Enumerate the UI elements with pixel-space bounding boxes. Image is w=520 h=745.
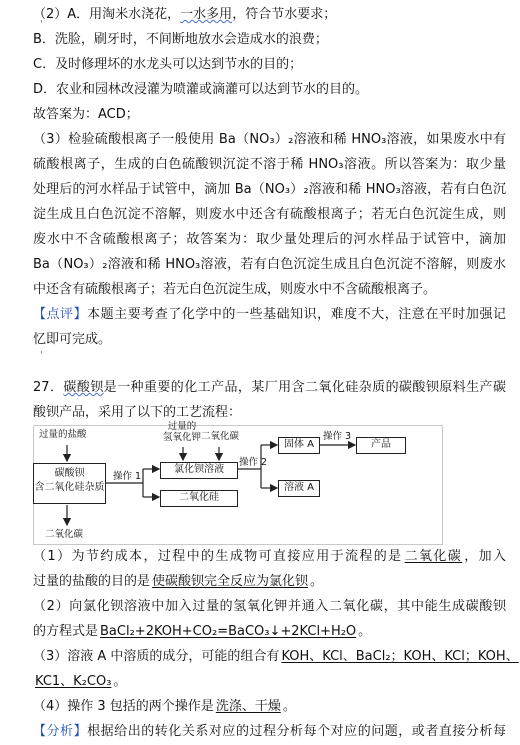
text-segment: 的方程式是 xyxy=(33,624,99,639)
reagent-koh-label xyxy=(163,421,201,443)
operation-3-label: 操作 3 xyxy=(323,431,352,442)
analysis-line xyxy=(33,723,506,741)
text-segment: ，符合节水要求； xyxy=(232,7,337,22)
text-segment: 是一种重要的化工产品，某厂用含二氧化硅杂质的碳酸钡原料生产碳 xyxy=(103,380,506,395)
answer-line-2b: B．洗脸，刷牙时，不间断地放水会造成水的浪费； xyxy=(33,32,328,47)
text-segment: 本题主要考查了化学中的一些基础知识，难度不大，注意在平时加强记 xyxy=(87,307,506,322)
text-segment: （3）溶液 A 中溶质的成分，可能的组合有 xyxy=(33,649,280,664)
text-segment: （1）为节约成本，过程中的生成物可直接应用于流程的是 xyxy=(33,549,403,564)
raw-material-box xyxy=(33,463,106,504)
question-27-line-2: 酸钡产品，采用了以下的工艺流程： xyxy=(33,405,242,420)
operation-2-label: 操作 2 xyxy=(239,457,268,468)
answer-1-line-2 xyxy=(33,573,323,591)
corner-tick: ' xyxy=(40,19,43,30)
bacl2-solution-box: 氯化钡溶液 xyxy=(160,462,238,479)
answer-1-line-1 xyxy=(33,548,506,566)
text-segment: 。 xyxy=(310,574,324,589)
question-27-line-1 xyxy=(33,379,506,397)
text-segment: （4）操作 3 包括的两个操作是 xyxy=(33,699,214,714)
text-segment: 。 xyxy=(282,699,296,714)
text-segment: 根据给出的转化关系对应的过程分析每个对应的问题，或者直接分析每 xyxy=(87,724,506,739)
para3-line-4: 淀生成且白色沉淀不溶解，则废水中还含有硫酸根离子；若无白色沉淀生成，则 xyxy=(33,207,506,222)
para3-line-3: 处理后的河水样品于试管中，滴加 Ba（NO₃）₂溶液和稀 HNO₃溶液，若有白色沉 xyxy=(33,182,506,197)
comment-line-2: 忆即可完成。 xyxy=(33,332,112,347)
comment-line-1 xyxy=(33,306,506,324)
para3-line-2: 硫酸根离子，生成的白色硫酸钡沉淀不溶于稀 HNO₃溶液。所以答案为：取少量 xyxy=(33,157,506,172)
fill-in-answer: BaCl₂+2KOH+CO₂=BaCO₃↓+2KCl+H₂O xyxy=(100,624,357,639)
wavy-underlined-text: 一水多用 xyxy=(180,7,233,22)
fill-in-answer: KC1、K₂CO₃ xyxy=(35,674,112,689)
answer-line-2c: C．及时修理坏的水龙头可以达到节水的目的； xyxy=(33,57,303,72)
text-segment: 。 xyxy=(358,624,372,639)
raw-material-line-1: 碳酸钡 xyxy=(54,468,85,479)
solid-a-box: 固体 A xyxy=(278,437,320,454)
fill-in-answer: 洗涤、干燥 xyxy=(215,699,281,714)
fill-in-answer: 二氧化碳 xyxy=(404,549,463,564)
operation-1-label: 操作 1 xyxy=(113,471,142,482)
para3-line-5: 废水中不含硫酸根离子；故答案为：取少量处理后的河水样品于试管中，滴加 xyxy=(33,232,506,247)
wavy-underlined-text: 碳酸钡 xyxy=(63,380,104,395)
answer-3-line-1 xyxy=(33,648,520,666)
text-segment: ，加入 xyxy=(464,549,506,564)
sio2-box: 二氧化硅 xyxy=(160,490,238,507)
para3-line-1: （3）检验硫酸根离子一般使用 Ba（NO₃）₂溶液和稀 HNO₃溶液，如果废水中有 xyxy=(33,132,506,147)
reagent-koh-line-1: 过量的 xyxy=(167,421,197,432)
byproduct-co2-label: 二氧化碳 xyxy=(45,529,84,540)
text-segment: （2）A．用淘米水浇花， xyxy=(33,7,181,22)
answer-2-line-1: （2）向氯化钡溶液中加入过量的氢氧化钾并通入二氧化碳，其中能生成碳酸钡 xyxy=(33,599,506,614)
text-segment: 过量的盐酸的目的是 xyxy=(33,574,151,589)
reagent-hcl-label: 过量的盐酸 xyxy=(39,429,87,440)
fill-in-answer: 使碳酸钡完全反应为氯化钡 xyxy=(152,574,309,589)
analysis-tag: 【分析】 xyxy=(33,724,88,739)
answer-line-2a xyxy=(33,6,336,24)
answer-line-2d: D．农业和园林改浸灌为喷灌或滴灌可以达到节水的目的。 xyxy=(33,82,369,97)
answer-3-line-2 xyxy=(33,673,126,691)
question-number: 27． xyxy=(33,380,64,395)
solution-a-box: 溶液 A xyxy=(278,480,320,497)
answer-2-line-2 xyxy=(33,623,371,641)
reagent-koh-line-2: 氢氧化钾 xyxy=(163,432,202,443)
raw-material-line-2: 含二氧化硅杂质 xyxy=(34,482,105,493)
corner-tick: ' xyxy=(40,350,43,361)
process-flow-diagram xyxy=(33,421,443,550)
comment-tag: 【点评】 xyxy=(33,307,88,322)
reagent-co2-label: 二氧化碳 xyxy=(201,431,240,442)
text-segment: 。 xyxy=(113,674,127,689)
para3-line-7: 中还含有硫酸根离子；若无白色沉淀生成，则废水中不含硫酸根离子。 xyxy=(33,282,437,297)
para3-line-6: Ba（NO₃）₂溶液和稀 HNO₃溶液，若有白色沉淀生成且白色沉淀不溶解，则废水 xyxy=(33,257,506,272)
fill-in-answer: KOH、KCl、BaCl₂；KOH、KCl；KOH、 xyxy=(281,649,519,664)
answer-summary: 故答案为：ACD； xyxy=(33,107,139,122)
answer-4-line xyxy=(33,698,296,716)
product-box: 产品 xyxy=(356,437,406,454)
